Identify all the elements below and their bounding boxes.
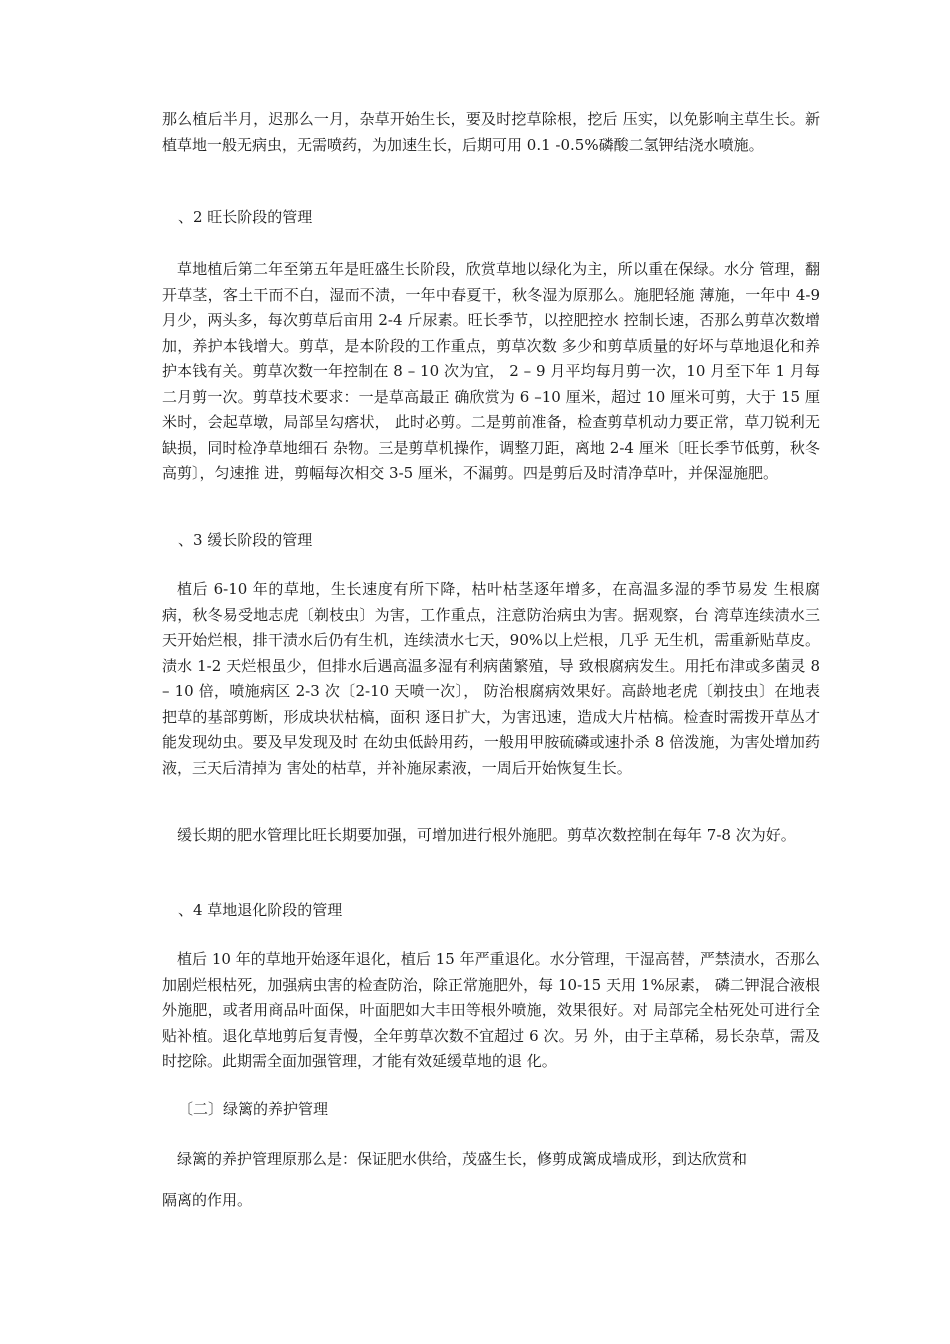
heading-hedge-care: 〔二〕绿篱的养护管理 (178, 1100, 329, 1118)
paragraph-fertilizer: 缓长期的肥水管理比旺长期要加强，可增加进行根外施肥。剪草次数控制在每年 7-8 次为好。 (177, 826, 796, 844)
paragraph-degradation: 植后 10 年的草地开始逐年退化，植后 15 年严重退化。水分管理，干湿高替，严禁渍水，否那么加剧烂根枯死，加强病虫害的检查防治，除正常施肥外，每 10-15 天用 1%尿素， 磷二钾混合液根外施肥，或者用商品叶面保，叶面肥如大丰田等根外喷施，效果很好。对 局部完全枯死处可进行全贴补植。退化草地剪后复青慢，全年剪草次数不宜超过 6 次。另 外，由于主草稀，易长杂草，需及时挖除。此期需全面加强管理，才能有效延缓草地的退 化。 (162, 950, 820, 1070)
heading-slow-growth: 、3 缓长阶段的管理 (178, 531, 313, 549)
paragraph-vigorous-growth: 草地植后第二年至第五年是旺盛生长阶段，欣赏草地以绿化为主，所以重在保绿。水分 管理，翻开草茎，客土干而不白，湿而不渍，一年中春夏干，秋冬湿为原那么。施肥轻施 薄施，一年中 4-9 月少，两头多，每次剪草后亩用 2-4 斤尿素。旺长季节，以控肥控水 控制长速，否那么剪草次数增加，养护本钱增大。剪草，是本阶段的工作重点，剪草次数 多少和剪草质量的好坏与草地退化和养护本钱有关。剪草次数一年控制在 8 – 10 次为宜， 2 – 9 月平均每月剪一次，10 月至下年 1 月每二月剪一次。剪草技术要求：一是草高最正 确欣赏为 6 –10 厘米，超过 10 厘米可剪，大于 15 厘米时，会起草墩，局部呈勾瘩状， 此时必剪。二是剪前准备，检查剪草机动力要正常，草刀锐利无缺损，同时检净草地细石 杂物。三是剪草机操作，调整刀距，离地 2-4 厘米〔旺长季节低剪，秋冬高剪〕，匀速推 进，剪幅每次相交 3-5 厘米，不漏剪。四是剪后及时清净草叶，并保湿施肥。 (162, 260, 820, 482)
paragraph-hedge-care: 绿篱的养护管理原那么是：保证肥水供给，茂盛生长，修剪成篱成墙成形，到达欣赏和 (177, 1150, 748, 1168)
paragraph-slow-growth: 植后 6-10 年的草地，生长速度有所下降，枯叶枯茎逐年增多，在高温多湿的季节易发 生根腐病，秋冬易受地志虎〔剃枝虫〕为害，工作重点，注意防治病虫为害。据观察，台 湾草连续渍水三天开始烂根，排干渍水后仍有生机，连续渍水七天，90%以上烂根，几乎 无生机，需重新贴草皮。渍水 1-2 天烂根虽少，但排水后遇高温多湿有利病菌繁殖，导 致根腐病发生。用托布津或多菌灵 8 – 10 倍，喷施病区 2-3 次〔2-10 天喷一次〕， 防治根腐病效果好。高龄地老虎〔剃技虫〕在地表把草的基部剪断，形成块状枯槁，面积 逐日扩大，为害迅速，造成大片枯槁。检查时需拨开草丛才能发现幼虫。要及早发现及时 在幼虫低龄用药，一般用甲胺硫磷或速扑杀 8 倍泼施，为害处增加药液，三天后清掉为 害处的枯草，并补施尿素液，一周后开始恢复生长。 (162, 580, 820, 777)
paragraph-hedge-care-end: 隔离的作用。 (162, 1191, 253, 1209)
paragraph-weeding: 那么植后半月，迟那么一月，杂草开始生长，要及时挖草除根，挖后 压实，以免影响主草生长。新植草地一般无病虫，无需喷药，为加速生长，后期可用 0.1 -0.5%磷酸二氢钾结浇水喷施。 (162, 110, 820, 154)
heading-degradation: 、4 草地退化阶段的管理 (178, 901, 343, 919)
heading-vigorous-growth: 、2 旺长阶段的管理 (178, 208, 313, 226)
